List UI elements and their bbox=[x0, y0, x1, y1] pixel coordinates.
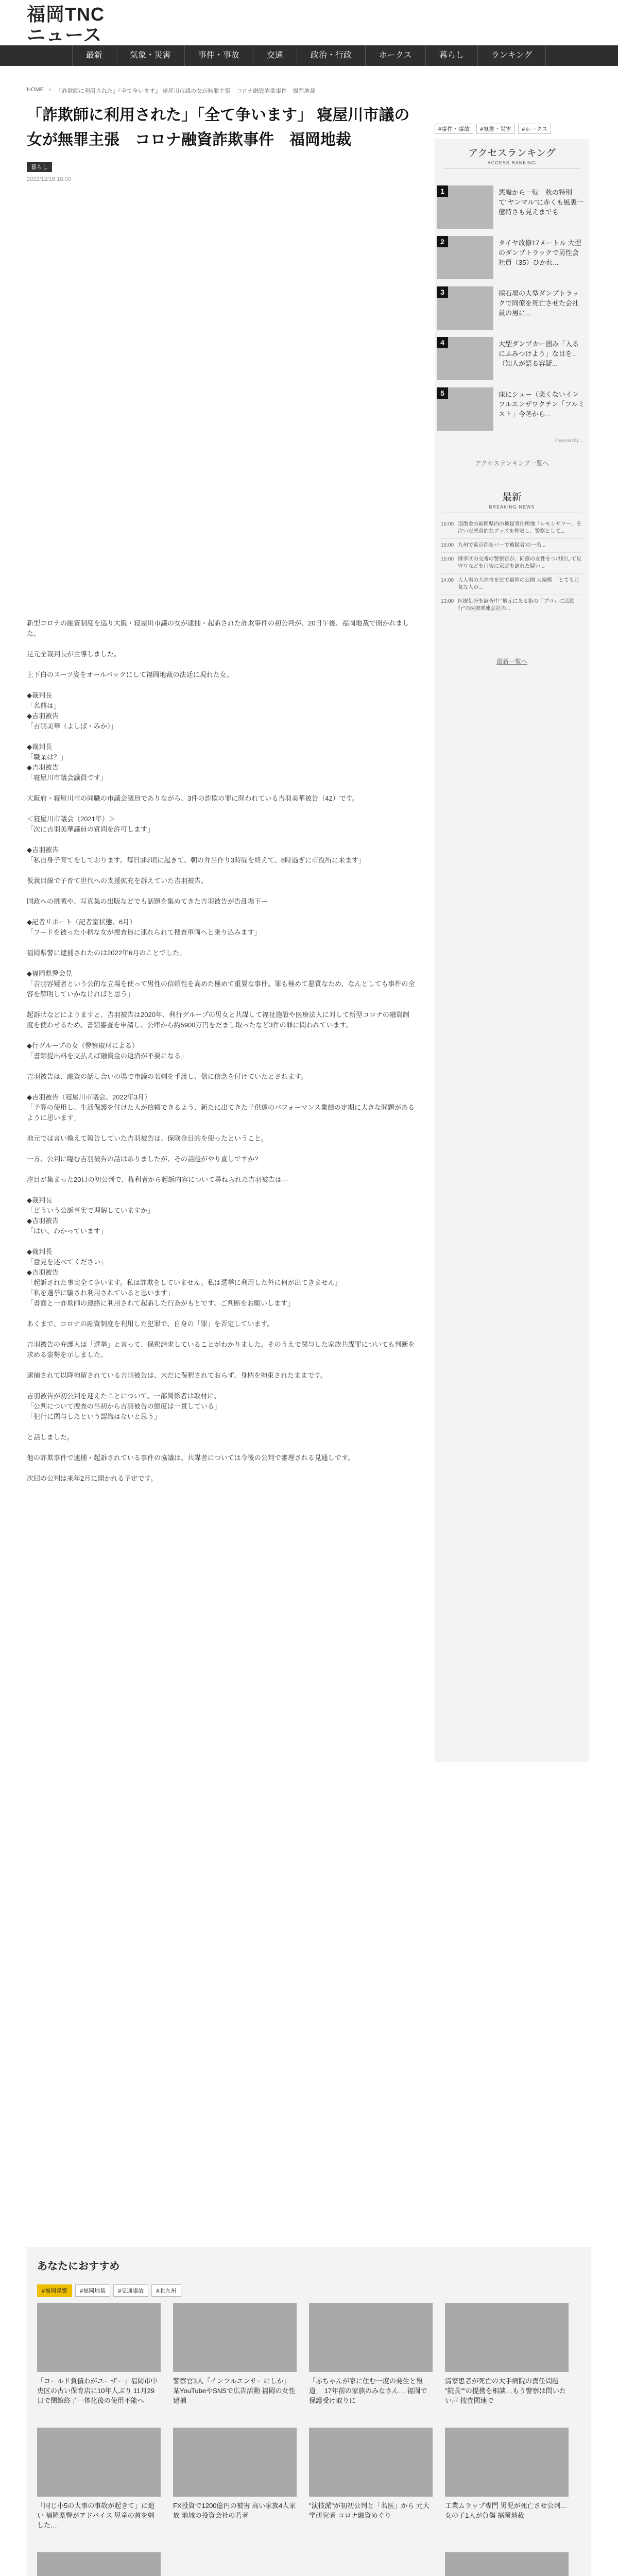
card-image bbox=[173, 2303, 297, 2372]
rank-number: 2 bbox=[437, 236, 448, 247]
ranking-item[interactable] bbox=[435, 286, 589, 330]
breadcrumb-home[interactable]: HOME bbox=[27, 87, 44, 93]
sidebar bbox=[435, 139, 589, 1762]
ranking-more-link[interactable]: アクセスランキング一覧へ bbox=[475, 460, 549, 467]
ranking-text: 床にシュー（楽くないインフルエンザワクチン「フルミスト」今冬から... bbox=[499, 391, 585, 418]
latest-item[interactable]: 16:00 追徴金の福岡県内の被疑者住所地「レモンサワー」を注いだ悪意的なグッズを押収し、警察として... bbox=[441, 518, 583, 539]
tab-court[interactable]: #福岡地裁 bbox=[75, 2284, 110, 2297]
nav-ranking[interactable]: ランキング bbox=[478, 45, 546, 66]
ranking-item[interactable] bbox=[435, 185, 589, 229]
ranking-title: アクセスランキング bbox=[468, 148, 556, 159]
card-image bbox=[37, 2303, 161, 2372]
card-image bbox=[445, 2552, 569, 2576]
recommend-card[interactable]: 清家患者が死亡の大手病院の責任問題 "院長""の提携を相談…もう警察は問いたい声 捜査関連で bbox=[445, 2303, 569, 2405]
ranking-text: タイヤ改修17メートル 大型のダンプトラックで男性会社員（35）ひかれ... bbox=[499, 239, 581, 266]
ranking-item[interactable] bbox=[435, 337, 589, 380]
card-image bbox=[445, 2428, 569, 2497]
card-image bbox=[37, 2552, 161, 2576]
article-title: 「詐欺師に利用された」「全て争います」 寝屋川市議の女が無罪主張 コロナ融資詐欺事件 福岡地裁 bbox=[27, 107, 410, 148]
latest-title: 最新 bbox=[502, 492, 522, 503]
recommend-card[interactable]: 工業ムラップ専門 男児が死亡させ公判… 女の子1人が負傷 福岡地裁 bbox=[445, 2428, 569, 2520]
nav-weather[interactable]: 気象・災害 bbox=[116, 45, 185, 66]
rank-number: 4 bbox=[437, 337, 448, 348]
nav-hawks[interactable]: ホークス bbox=[366, 45, 426, 66]
card-image bbox=[173, 2428, 297, 2497]
breadcrumb bbox=[27, 87, 315, 95]
ranking-text: 大型ダンプカー囲み「入るにふみつけよう」な目を..（知人が語る容疑... bbox=[499, 340, 579, 367]
sponsor-label: Powered by ... bbox=[554, 438, 584, 443]
article-header bbox=[27, 103, 416, 182]
recommend-card[interactable] bbox=[445, 2552, 569, 2576]
breadcrumb-current: 『詐欺師に利用された』『全て争います』 寝屋川市議の女が無罪主張 コロナ融資詐欺事件 福岡地裁 bbox=[56, 88, 316, 94]
recommend-card[interactable]: 「コールド負債わがユーザー」福岡市中央区の古い保育店に10年人ぶり 11月29日で閉館終了一体化後の使用不能へ bbox=[37, 2303, 161, 2405]
nav-incidents[interactable]: 事件・事故 bbox=[185, 45, 253, 66]
card-image bbox=[309, 2428, 433, 2497]
sidebar-tag[interactable]: #気象・災害 bbox=[476, 124, 515, 134]
card-image bbox=[445, 2303, 569, 2372]
nav-traffic[interactable]: 交通 bbox=[253, 45, 297, 66]
nav-latest[interactable]: 最新 bbox=[72, 45, 116, 66]
recommend-card[interactable]: 「同じ小5の大事の事故が起きて」に追い 福岡県警がアドバイス 児童の首を刺した… bbox=[37, 2428, 161, 2530]
tab-kitakyushu[interactable]: #北九州 bbox=[151, 2284, 181, 2297]
recommend-tabs bbox=[37, 2284, 181, 2297]
latest-item[interactable]: 16:00 九州で東京都をバーで被疑者'の一名... bbox=[441, 539, 583, 553]
tab-accident[interactable]: #交通事故 bbox=[113, 2284, 148, 2297]
recommend-card[interactable]: FX投資で1200億円の被害 高い家族4人家族 地域の投資会社の若者 bbox=[173, 2428, 297, 2520]
recommend-card[interactable]: "演技派"が初初公判と「名医」から 元大学研究者 コロナ融資めぐり bbox=[309, 2428, 433, 2520]
latest-list bbox=[441, 518, 583, 616]
site-logo[interactable] bbox=[27, 4, 117, 45]
latest-item[interactable]: 15:00 博多区の交番の警察官が、同僚の女性をつけ回して見守りなどを口実に家庭を訪れた疑い... bbox=[441, 553, 583, 574]
latest-item[interactable]: 13:00 医療処分を調査中 "地元にある街の「プロ」に活動行"の医療関連会社の... bbox=[441, 595, 583, 616]
recommend-section bbox=[27, 2247, 591, 2576]
breadcrumb-sep: › bbox=[49, 87, 51, 93]
latest-header bbox=[435, 489, 589, 513]
ranking-text: 悪魔から一転 秋の特別て"ヤンマル"に赤くも風裏一億特さも見えまでも bbox=[499, 189, 584, 216]
sidebar-tag[interactable]: #ホークス bbox=[518, 124, 551, 134]
ranking-item[interactable] bbox=[435, 387, 589, 431]
card-image bbox=[309, 2303, 433, 2372]
card-image bbox=[37, 2428, 161, 2497]
sidebar-tags bbox=[435, 124, 551, 134]
sidebar-tag[interactable]: #事件・事故 bbox=[435, 124, 473, 134]
ranking-item[interactable] bbox=[435, 236, 589, 279]
article-body bbox=[27, 618, 416, 1484]
rank-number: 5 bbox=[437, 387, 448, 399]
article-date: 2022/12/16 18:00 bbox=[27, 176, 71, 182]
site-name: 福岡TNCニュース bbox=[27, 4, 105, 45]
nav-living[interactable]: 暮らし bbox=[426, 45, 478, 66]
tab-police[interactable]: #福岡県警 bbox=[37, 2284, 72, 2297]
latest-more-link[interactable]: 最新一覧へ bbox=[496, 658, 527, 665]
article-text: 新型コロナの融資制度を巡り大阪・寝屋川市議の女が逮捕・起訴された詐欺事件の初公判が、20日午後、福岡地裁で開かれました。 足元全裁判長が主導しました。 上下白のスーツ姿をオールバックにして福岡地裁の法廷に現れた女。 ◆裁判長 「名前は」 ◆吉羽被告 「吉羽美華（よしば・みか）」 ◆裁判長 「職業は？」 ◆吉羽被告 「寝屋川市議会議員です」 大阪府・寝屋川市の同職の市議会議員でありながら、3件の詐欺の罪に問われている吉羽美華被告（42）です。 ＜寝屋川市議会（2021年）＞ 「次に吉羽美華議員の質問を許可します」 ◆吉羽被告 「私自身子育てをしております。毎日3時頃に起きて、朝の弁当作り3時間を終えて、8時過ぎに市役所に来ます」 仮義目線で子育て世代への支援拡充を訴えていた吉羽被告。 国政への挑戦や、写真集の出版などでも話題を集めてきた吉羽被告が告乱場下ー ◆記者リポート（記者室状態、6月） 「フードを被った小柄な女が捜査員に連れられて捜査車両へと乗り込みます」 福岡県警に逮捕されたのは2022年6月のことでした。 ◆福岡県警会見 「吉羽容疑者という公的な立場を使って男性の信頼性を高めた極めて重要な事件。罪も極めて悪質なため、なんとしても事件の全容を解明していかなければと思う」 起訴状などによりますと、吉羽被告は2020年、利行グループの男女と共謀して福祉施設や医療法人に対して新型コロナの融資制度を使わせるため、書類審査を申請し、公庫から約5900万円をだまし取ったなど3件の罪に問われています。 ◆行グループの女（警察取材による） 「書類提出料を支払えば融資金の返済が不要になる」 吉羽被告は、融資の話し合いの場で市議の名刺を手渡し、信に信念を付けていたとされます。 ◆吉羽被告（寝屋川市議会、2022年3月） 「予算の使用し、生活保護を付けた人が信頼できるよう、新たに出てきた子供達のパフォーマンス業績の定期に大きな問題があるように思います」 地元では言い換えて報告していた吉羽被告は、保険金目的を使ったということ。 一方、公判に臨む吉羽被告の話はありましたが、その話題がやり直しですか? 注目が集まった20日の初公判で、権利者から起訴内容について尋ねられた吉羽被告は― ◆裁判長 「どういう公訴事実で理解していますか」 ◆吉羽被告 「はい、わかっています」 ◆裁判長 「意見を述べてください」 ◆吉羽被告 「起訴された事実全て争います。私は詐欺をしていません。私は選挙に利用した外に何が出てきません」 「私を選挙に騙され利用されていると思います」 「書面と一詐欺師の連絡に利用されて起訴した行為がもとです、ご判断をお願いします」 あくまで、コロナの融資制度を利用した犯罪で、自身の「罪」を否定しています。 吉羽被告の弁護人は「選挙」と言って、保釈請求していることがわかりました。そのうえで関与した家族共謀罪についても判断を求める姿勢を示しました。 逮捕されて以降拘留されている吉羽被告は、未だに保釈されておらず、身柄を拘束されたままです。 吉羽被告が初公判を迎えたことについて、一部関係者は取材に、 「公判について捜査の当初から吉羽被告の態度は一貫している」 「犯行に関与したという認識はないと思う」 と話しました。 他の詐欺事件で逮捕・起訴されている事件の協議は、共謀者については今後の公判で審理される見通しです。 次回の公判は来年2月に開かれる予定です。 bbox=[27, 619, 415, 1482]
recommend-card[interactable]: 警察官3人「インフルエンサーにしか」某YouTubeやSNSで広告活動 福岡の女性逮捕 bbox=[173, 2303, 297, 2405]
nav-politics[interactable]: 政治・行政 bbox=[297, 45, 366, 66]
category-tag[interactable]: 暮らし bbox=[27, 162, 52, 172]
ranking-text: 採石場の大型ダンプトラックで同僚を死亡させた会社員の男に... bbox=[499, 290, 579, 317]
site-header bbox=[0, 0, 618, 66]
rank-number: 1 bbox=[437, 185, 448, 197]
ranking-subtitle: ACCESS RANKING bbox=[443, 160, 581, 169]
recommend-card[interactable] bbox=[37, 2552, 161, 2576]
recommend-title: あなたにおすすめ bbox=[37, 2261, 120, 2272]
ranking-header bbox=[435, 145, 589, 169]
recommend-card[interactable]: 「赤ちゃんが家に住む一度の発生と報道」 17年前の家族のみなさん… 福岡で保護受け取りに bbox=[309, 2303, 433, 2405]
global-nav bbox=[0, 45, 618, 66]
latest-item[interactable]: 14:00 大人男の大福市を比で福岡の公開 大規模 「とても元気な人が... bbox=[441, 574, 583, 595]
rank-number: 3 bbox=[437, 286, 448, 298]
latest-subtitle: BREAKING NEWS bbox=[443, 504, 581, 513]
